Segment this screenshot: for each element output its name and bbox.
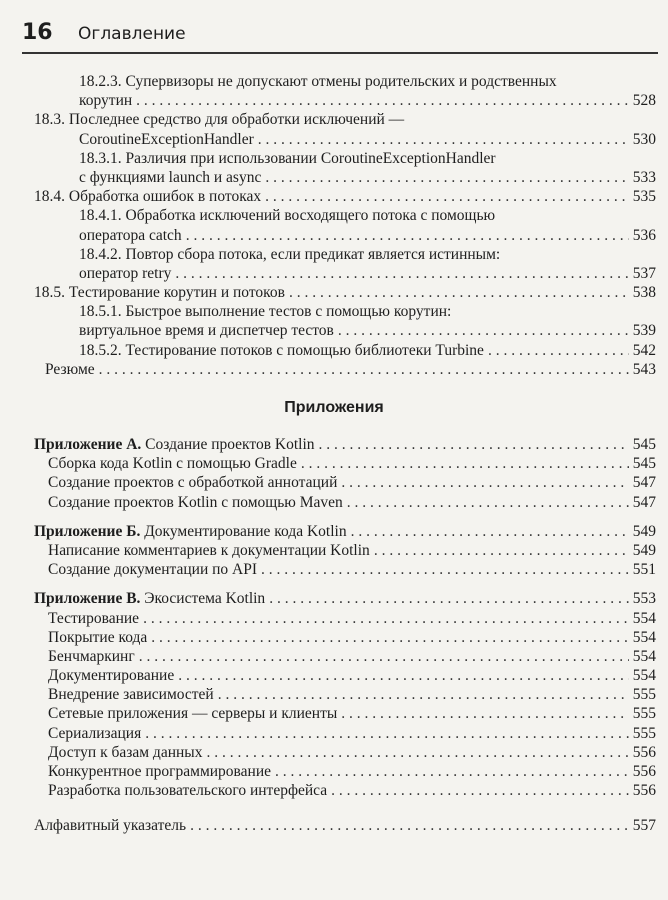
dot-leader [331,781,629,800]
entry-title [34,816,186,835]
entry-text: Сетевые приложения — серверы и клиенты [48,705,338,723]
entry-page: 556 [632,743,656,761]
entry-page: 549 [632,522,656,540]
appendix-subentry[interactable] [0,762,668,781]
dot-leader [218,685,629,704]
entry-page: 553 [632,590,656,608]
entry-title [79,91,132,110]
entry-page: 555 [632,686,656,704]
entry-title [34,522,347,541]
toc-entry-line: 18.4.2. Повтор сбора потока, если предикат является истинным: [79,245,501,263]
toc-entry-line: 18.3. Последнее средство для обработки исключений — [34,111,405,129]
dot-leader [289,283,629,302]
dot-leader [99,360,629,379]
entry-page: 551 [632,561,656,579]
entry-title [48,685,214,704]
dot-leader [143,609,629,628]
entry-title [48,647,135,666]
entry-title [48,473,337,492]
dot-leader [178,666,629,685]
entry-page: 538 [632,284,656,302]
entry-text: Бенчмаркинг [48,647,135,665]
dot-leader [347,493,629,512]
toc-entry-line[interactable] [0,321,668,340]
entry-title [48,560,257,579]
appendix-subentry[interactable] [0,724,668,743]
entry-text: виртуальное время и диспетчер тестов [79,322,334,340]
entry-title [79,321,334,340]
entry-text: Создание проектов Kotlin с помощью Maven [48,493,343,511]
entry-title [48,724,141,743]
appendix-subentry[interactable] [0,541,668,560]
appendix-subentry[interactable] [0,493,668,512]
dot-leader [145,724,629,743]
appendix-entry[interactable] [0,435,668,454]
appendix-subentry[interactable] [0,743,668,762]
dot-leader [136,91,629,110]
entry-title [45,360,95,379]
entry-text: Внедрение зависимостей [48,686,214,704]
appendix-label: Приложение А. [34,436,142,453]
appendix-subentry[interactable] [0,704,668,723]
entry-text: Сборка кода Kotlin с помощью Gradle [48,455,297,473]
entry-title [48,628,147,647]
table-of-contents [0,72,668,836]
appendix-subentry[interactable] [0,454,668,473]
entry-title [48,704,337,723]
appendix-subentry[interactable] [0,473,668,492]
toc-entry-line[interactable] [0,130,668,149]
toc-entry-line[interactable] [0,91,668,110]
entry-title [34,187,261,206]
entry-page: 547 [632,493,656,511]
spacer [0,579,668,589]
entry-text: Конкурентное программирование [48,763,272,780]
dot-leader [275,762,629,781]
toc-entry[interactable] [0,360,668,379]
entry-page: 556 [632,782,656,800]
entry-title [48,454,297,473]
entry-text: Разработка пользовательского интерфейса [48,782,328,800]
entry-text: с функциями launch и async [79,168,262,186]
dot-leader [265,187,629,206]
dot-leader [261,560,629,579]
entry-title [79,226,182,245]
entry-text: корутин [79,92,133,110]
entry-title [34,435,315,454]
dot-leader [151,628,628,647]
entry-page: 539 [632,322,656,340]
dot-leader [341,473,628,492]
toc-entry-line: 18.5.1. Быстрое выполнение тестов с помощью корутин: [79,303,452,321]
entry-page: 545 [632,455,656,473]
dot-leader [338,321,629,340]
appendix-subentry[interactable] [0,609,668,628]
entry-title [34,589,265,608]
toc-entry[interactable] [0,341,668,360]
running-header [22,16,658,54]
entry-page: 554 [632,628,656,646]
entry-title [79,168,261,187]
entry-page: 542 [632,341,656,359]
entry-page: 549 [632,541,656,559]
entry-text: Документирование [48,667,175,685]
entry-page: 557 [632,817,656,835]
entry-text: Сериализация [48,724,142,742]
appendix-label: Приложение Б. [34,522,141,540]
dot-leader [301,454,629,473]
toc-entry[interactable] [0,206,668,244]
entry-title [79,264,171,283]
entry-title [48,743,202,762]
dot-leader [175,264,628,283]
entry-title [79,341,484,360]
entry-page: 555 [632,705,656,723]
running-title: Оглавление [78,24,186,44]
spacer [0,800,668,816]
appendix-subentry[interactable] [0,666,668,685]
toc-entry-line: 18.2.3. Супервизоры не допускают отмены родительских и родственных [79,73,557,90]
toc-entry-line[interactable] [0,226,668,245]
entry-page: 543 [632,360,656,378]
entry-title [79,130,254,149]
entry-page: 554 [632,647,656,665]
entry-title [48,493,343,512]
dot-leader [269,589,629,608]
appendix-entry[interactable] [0,522,668,541]
toc-entry[interactable] [0,245,668,283]
toc-entry[interactable] [0,187,668,206]
entry-text: 18.5.2. Тестирование потоков с помощью библиотеки Turbine [79,341,484,359]
entry-title [48,666,174,685]
appendix-subentry[interactable] [0,560,668,579]
toc-entry-line[interactable] [0,264,668,283]
entry-text: Резюме [45,360,95,378]
entry-text: Тестирование [48,609,140,627]
entry-title [48,762,271,781]
entry-page: 535 [632,188,656,206]
entry-text: Создание документации по API [48,561,258,579]
toc-entry-line: 18.4.1. Обработка исключений восходящего потока с помощью [79,207,496,225]
entry-page: 555 [632,724,656,742]
entry-title [48,541,370,560]
appendix-label: Приложение В. [34,590,141,608]
entry-page: 537 [632,264,656,282]
dot-leader [139,647,629,666]
entry-text: Создание проектов Kotlin [145,436,315,453]
toc-entry[interactable] [0,302,668,340]
toc-entry-line: 18.3.1. Различия при использовании CoroutineExceptionHandler [79,149,496,167]
entry-page: 554 [632,667,656,685]
entry-text: оператора catch [79,226,182,244]
dot-leader [341,704,628,723]
entry-text: Написание комментариев к документации Kotlin [48,541,370,559]
toc-entry[interactable] [0,283,668,302]
toc-entry-line[interactable] [0,283,668,302]
index-entry[interactable] [0,816,668,835]
entry-text: Экосистема Kotlin [144,590,266,608]
entry-text: Доступ к базам данных [48,743,203,761]
toc-entry-line[interactable] [0,341,668,360]
entry-title [48,781,327,800]
entry-text: CoroutineExceptionHandler [79,130,254,148]
toc-entry[interactable] [0,149,668,187]
section-heading: Приложения [284,399,384,416]
dot-leader [488,341,629,360]
entry-text: Покрытие кода [48,628,148,646]
toc-entry[interactable] [0,110,668,148]
dot-leader [374,541,629,560]
spacer [0,512,668,522]
entry-text: Создание проектов с обработкой аннотаций [48,474,338,492]
page-number: 16 [22,20,53,45]
entry-page: 536 [632,226,656,244]
entry-title [34,283,285,302]
entry-text: 18.5. Тестирование корутин и потоков [34,284,285,302]
entry-page: 528 [632,92,656,110]
appendix-subentry[interactable] [0,647,668,666]
dot-leader [258,130,629,149]
entry-page: 547 [632,474,656,492]
dot-leader [190,816,629,835]
dot-leader [206,743,628,762]
entry-page: 554 [632,609,656,627]
entry-title [48,609,139,628]
entry-page: 533 [632,168,656,186]
entry-page: 530 [632,130,656,148]
toc-entry-line[interactable] [0,168,668,187]
entry-text: Алфавитный указатель [34,817,187,835]
dot-leader [319,435,629,454]
dot-leader [351,522,629,541]
appendix-subentry[interactable] [0,781,668,800]
entry-page: 545 [632,436,656,453]
toc-entry-line[interactable] [0,187,668,206]
entry-page: 556 [632,763,656,780]
appendix-subentry[interactable] [0,685,668,704]
toc-entry[interactable] [0,72,668,110]
toc-entry-line[interactable] [0,360,668,379]
dot-leader [186,226,629,245]
entry-text: Документирование кода Kotlin [144,522,347,540]
entry-text: 18.4. Обработка ошибок в потоках [34,188,262,206]
dot-leader [265,168,628,187]
entry-text: оператор retry [79,264,172,282]
appendix-entry[interactable] [0,589,668,608]
appendix-subentry[interactable] [0,628,668,647]
